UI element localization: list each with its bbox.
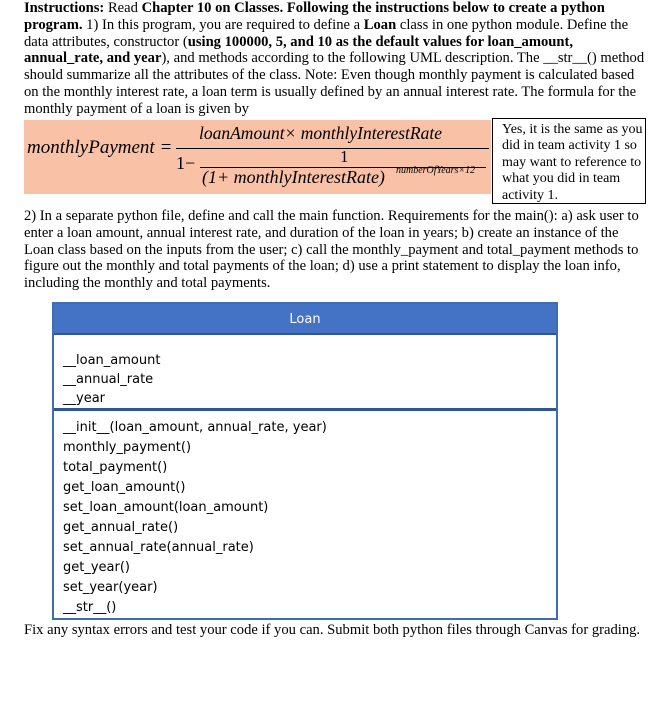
formula-numerator: loanAmount× monthlyInterestRate (199, 123, 442, 143)
uml-method: get_loan_amount() (63, 480, 186, 495)
instructions-label: Instructions: (24, 0, 105, 16)
monthly-payment-formula (24, 120, 491, 194)
formula-main-bar (176, 148, 489, 149)
uml-method: total_payment() (63, 460, 168, 475)
formula-lhs-text: monthlyPayment (27, 137, 155, 158)
instructions-paragraph (24, 0, 646, 118)
uml-method: get_year() (63, 560, 130, 575)
uml-attribute: __year (63, 391, 106, 406)
uml-class-diagram (52, 302, 558, 620)
part1-text-a: 1) In this program, you are required to define a (86, 16, 361, 33)
part1-text-c: ), and methods according to the following UML description. The __str__() method should summarize all the attributes of the class. Note: Even though monthly payment is calculated based on the monthly interest rate, a loan term is usually defined by an annual interest rate. The formula for the monthly payment of a loan is given by (24, 50, 645, 117)
uml-method: set_annual_rate(annual_rate) (63, 540, 254, 555)
uml-attributes (54, 335, 556, 411)
uml-method: monthly_payment() (63, 440, 192, 455)
team-activity-note: Yes, it is the same as you did in team activity 1 so may want to reference to what you did in team activity 1. (492, 118, 646, 204)
uml-attribute: __loan_amount (63, 353, 161, 368)
part1-text-b: class in one python module. Define the data attributes, constructor ( (24, 16, 629, 50)
uml-method: __init__(loan_amount, annual_rate, year) (63, 420, 327, 435)
defaults-bold: using 100000, 5, and 10 as the default values for loan_amount, annual_rate, and year (24, 33, 574, 67)
read-prefix: Read (107, 0, 138, 16)
formula-one-minus: 1− (176, 153, 196, 173)
formula-exponent: numberOfYears×12 (396, 165, 476, 176)
formula-lhs: monthlyPayment = (27, 137, 173, 158)
uml-method: get_annual_rate() (63, 520, 179, 535)
uml-methods (54, 411, 556, 618)
part2-paragraph: 2) In a separate python file, define and call the main function. Requirements for the main(): a) ask user to enter a loan amount, annual interest rate, and duration of the loan in years; b) create an instance of the Loan class based on the inputs from the user; c) call the monthly_payment and total_payment methods to figure out the monthly and total payments of the loan; d) use a print statement to display the loan info, including the monthly and total payments. (24, 208, 639, 292)
closing-paragraph: Fix any syntax errors and test your code if you can. Submit both python files through Canvas for grading. (24, 622, 641, 638)
uml-method: __str__() (63, 600, 117, 615)
uml-class-name: Loan (54, 304, 556, 335)
class-name-bold: Loan (363, 16, 397, 33)
uml-method: set_loan_amount(loan_amount) (63, 500, 269, 515)
formula-base: (1+ monthlyInterestRate) (202, 167, 385, 187)
uml-method: set_year(year) (63, 580, 158, 595)
chapter-heading: Chapter 10 on Classes. Following the instructions below to create a python program. (24, 0, 605, 33)
uml-attribute: __annual_rate (63, 372, 154, 387)
formula-inner-one: 1 (340, 147, 349, 166)
